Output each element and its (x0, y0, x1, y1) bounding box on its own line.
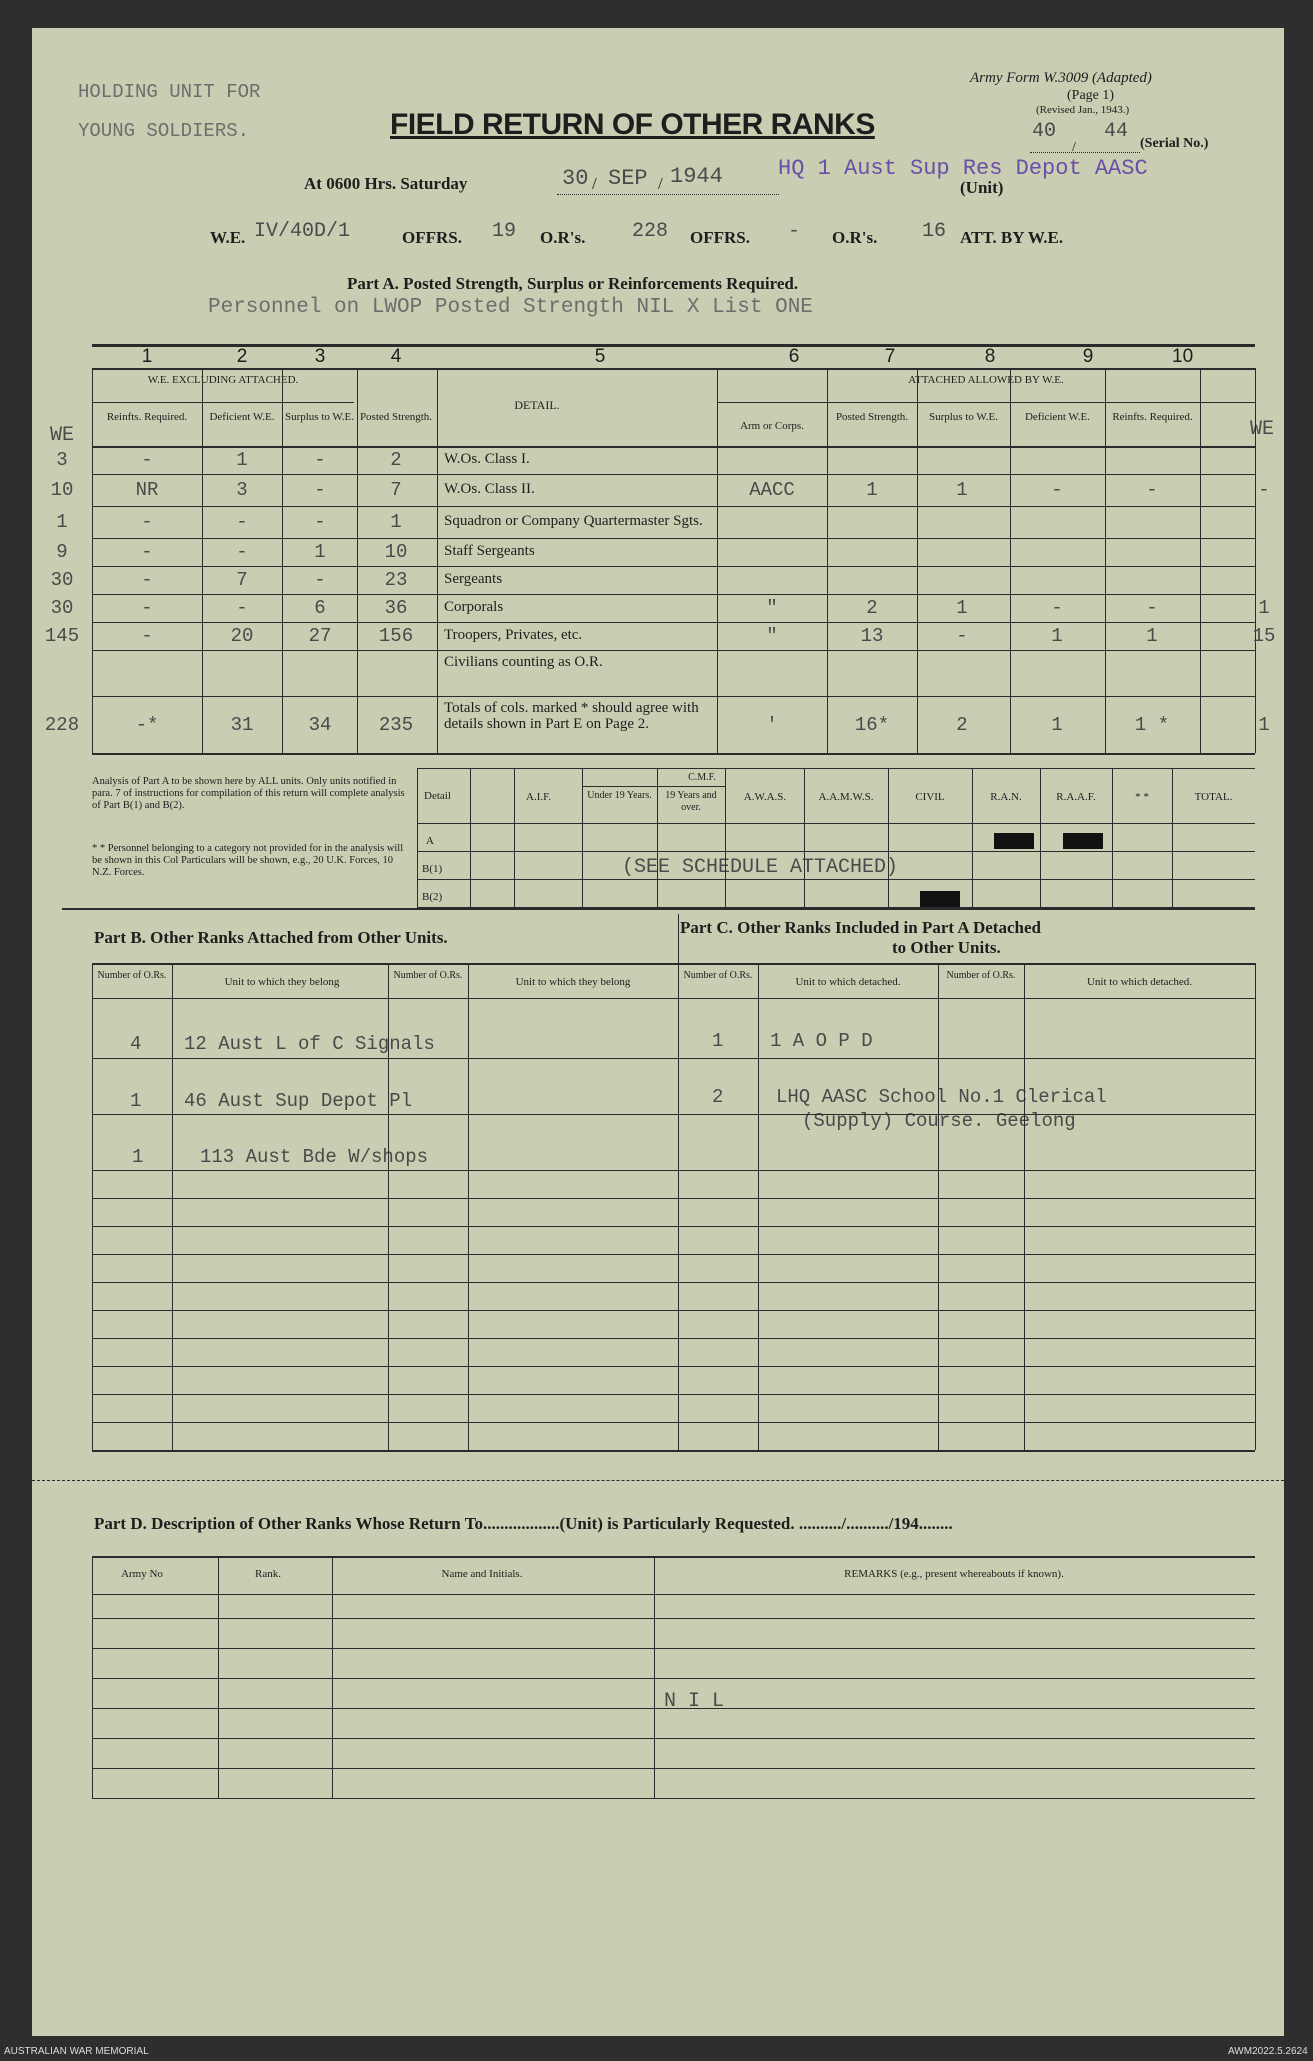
cell-c6: ' (766, 713, 778, 736)
rule-line (92, 402, 354, 403)
cell-we: 9 (56, 541, 68, 563)
cell-c9: 1 (1051, 713, 1063, 736)
serial-part-b: 44 (1104, 120, 1129, 143)
part-d-army-no-header: Army No (121, 1568, 163, 1580)
holding-unit-text: HOLDING UNIT FOR (78, 81, 261, 103)
rule-line (92, 650, 1255, 651)
rule-line (62, 908, 1255, 910)
rule-line (388, 963, 389, 1450)
rule-line (332, 1556, 333, 1798)
rule-line (92, 566, 1255, 567)
cell-c2: - (236, 597, 248, 619)
rule-line (92, 446, 1255, 448)
rule-line (468, 963, 469, 1450)
rule-line (92, 474, 1255, 475)
rule-line (92, 1114, 1255, 1115)
rule-line (92, 1648, 1255, 1649)
under19-header: Under 19 Years. (587, 790, 652, 801)
rule-line (888, 768, 889, 907)
cell-c8: - (956, 625, 968, 647)
cell-c10: 1 (1146, 625, 1158, 647)
cell-c7: 2 (866, 597, 878, 619)
cell-c4: 1 (390, 511, 402, 533)
rule-line (1255, 368, 1256, 753)
cell-c4: 2 (390, 449, 402, 471)
cell-c4: 10 (384, 541, 408, 563)
rule-line (92, 594, 1255, 595)
rule-line (92, 1594, 1255, 1595)
hdr-surplus: Surplus to W.E. (284, 411, 355, 423)
detail-cell: Staff Sergeants (444, 543, 535, 559)
ors-label: O.R's. (540, 228, 586, 247)
cell-we: 10 (50, 479, 74, 501)
column-number: 2 (236, 346, 248, 367)
ors-value: 228 (632, 220, 669, 243)
part-d-rank-header: Rank. (255, 1568, 281, 1580)
hdr-deficient-right: Deficient W.E. (1024, 411, 1091, 423)
detail-cell: Totals of cols. marked * should agree with details shown in Part E on Page 2. (444, 700, 699, 732)
rule-line (92, 963, 1255, 965)
over19-header: 19 Years and over. (665, 790, 717, 813)
rule-line (717, 368, 718, 753)
cell-c3: 1 (314, 541, 326, 563)
cell-c6: " (766, 625, 778, 647)
cell-c9: - (1051, 479, 1063, 501)
cell-c3: - (314, 479, 326, 501)
rule-line (654, 1556, 655, 1798)
rule-line (1105, 368, 1106, 753)
offrs-value: 19 (492, 220, 517, 243)
date-day: 30 (562, 166, 589, 191)
rule-line (827, 368, 828, 753)
part-b-unit: 12 Aust L of C Signals (184, 1033, 435, 1055)
column-number: 9 (1082, 346, 1094, 367)
hdr-reinfts: Reinfts. Required. (106, 411, 188, 423)
lwop-note: Personnel on LWOP Posted Strength NIL X List ONE (208, 296, 813, 319)
rule-line (417, 851, 1255, 852)
rule-line (92, 1058, 1255, 1059)
rule-line (437, 368, 438, 753)
rule-line (92, 1366, 1255, 1367)
separator (32, 1480, 1284, 1481)
rule-line (972, 768, 973, 907)
cell-c2: - (236, 541, 248, 563)
cell-c2: - (236, 511, 248, 533)
other-category-header: * * (1135, 791, 1149, 803)
cell-c3: - (314, 449, 326, 471)
hdr-posted: Posted Strength. (359, 411, 433, 423)
detail-cell: Corporals (444, 599, 504, 615)
cell-c3: 34 (308, 713, 332, 736)
aif-header: A.I.F. (526, 791, 552, 803)
aamws-header: A.A.M.W.S. (818, 791, 874, 803)
cell-r: 1 (1258, 713, 1270, 736)
cell-c10: 1 * (1134, 713, 1170, 736)
column-number: 10 (1172, 346, 1194, 367)
cell-c1: NR (135, 479, 159, 501)
rule-line (678, 914, 679, 964)
rule-line (92, 696, 1255, 697)
form-title: FIELD RETURN OF OTHER RANKS (390, 108, 875, 141)
cell-c7: 16* (854, 713, 890, 736)
part-b-num: 1 (130, 1090, 142, 1112)
cell-we: 228 (44, 713, 80, 736)
cell-c4: 235 (378, 713, 414, 736)
rule-line (417, 768, 1255, 769)
cell-c1: - (141, 569, 153, 591)
rule-line (1200, 368, 1201, 753)
cell-c1: - (141, 449, 153, 471)
rule-line (92, 1226, 1255, 1227)
rule-line (92, 1798, 1255, 1799)
redaction-mark (1063, 833, 1103, 849)
analysis-note-2: * * Personnel belonging to a category not provided for in the analysis will be shown in this Col Particulars will be shown, e.g., 20 U.K. Forces, 10 N.Z. Forces. (92, 843, 404, 878)
part-c-unit: LHQ AASC School No.1 Clerical (776, 1086, 1107, 1108)
cell-c2: 3 (236, 479, 248, 501)
part-d-nil: N I L (664, 1690, 725, 1713)
rule-line (92, 753, 1255, 755)
part-d-remarks-header: REMARKS (e.g., present whereabouts if known). (844, 1568, 1064, 1580)
holding-unit-text-2: YOUNG SOLDIERS. (78, 120, 250, 142)
cell-we: 30 (50, 569, 74, 591)
part-c-num-header: Number of O.Rs. (683, 970, 753, 981)
part-c-num: 1 (712, 1030, 724, 1052)
detail-cell: Troopers, Privates, etc. (444, 627, 583, 643)
analysis-row-b2: B(2) (422, 891, 443, 903)
rule-line (92, 1254, 1255, 1255)
cell-c1: -* (135, 713, 159, 736)
schedule-attached-note: (SEE SCHEDULE ATTACHED) (622, 856, 899, 879)
cell-c7: 13 (860, 625, 884, 647)
part-c-unit-header-2: Unit to which detached. (1086, 976, 1193, 988)
cmf-header: C.M.F. (688, 772, 716, 783)
part-c-unit: 1 A O P D (770, 1030, 873, 1052)
rule-line (1112, 768, 1113, 907)
rule-line (92, 998, 1255, 999)
rule-line (1040, 768, 1041, 907)
cell-c1: - (141, 511, 153, 533)
we-excluding-header: W.E. EXCLUDING ATTACHED. (147, 374, 299, 386)
at-hours-label: At 0600 Hrs. Saturday (304, 174, 468, 193)
cell-c9: - (1051, 597, 1063, 619)
rule-line (917, 368, 918, 753)
hdr-deficient: Deficient W.E. (209, 411, 275, 423)
awas-header: A.W.A.S. (743, 791, 787, 803)
ors2-value: 16 (922, 220, 947, 243)
rule-line (92, 1768, 1255, 1769)
cell-c9: 1 (1051, 625, 1063, 647)
rule-line (92, 1556, 93, 1798)
rule-line (172, 963, 173, 1450)
rule-line (218, 1556, 219, 1798)
rule-line (92, 1678, 1255, 1679)
column-number: 1 (141, 346, 153, 367)
date-year: 1944 (670, 164, 723, 189)
rule-line (582, 786, 725, 787)
part-c-num-header-2: Number of O.Rs. (946, 970, 1016, 981)
detail-cell: Sergeants (444, 571, 503, 587)
cell-c1: - (141, 597, 153, 619)
cell-r: 1 (1258, 597, 1270, 619)
army-form-label: Army Form W.3009 (Adapted) (970, 70, 1152, 86)
attached-allowed-header: ATTACHED ALLOWED BY W.E. (908, 374, 1064, 386)
cell-c3: 27 (308, 625, 332, 647)
rule-line (92, 1450, 1255, 1452)
detail-cell: Squadron or Company Quartermaster Sgts. (444, 513, 703, 529)
rule-line (938, 963, 939, 1450)
redaction-mark (994, 833, 1034, 849)
rule-line (92, 1708, 1255, 1709)
rule-line (582, 768, 583, 907)
hdr-posted-right: Posted Strength. (835, 411, 909, 423)
rule-line (804, 768, 805, 907)
cell-c2: 7 (236, 569, 248, 591)
att-by-we-label: ATT. BY W.E. (960, 228, 1064, 247)
revised-label: (Revised Jan., 1943.) (1036, 104, 1130, 116)
cell-we: 30 (50, 597, 74, 619)
cell-c6: " (766, 597, 778, 619)
rule-line (92, 963, 93, 1450)
cell-c8: 1 (956, 479, 968, 501)
analysis-row-a: A (426, 835, 434, 847)
rule-line (417, 823, 1255, 824)
cell-c3: 6 (314, 597, 326, 619)
offrs-label: OFFRS. (402, 228, 462, 247)
ors2-label: O.R's. (832, 228, 878, 247)
cell-c6: AACC (749, 479, 795, 501)
rule-line (417, 879, 1255, 880)
date-month: SEP (608, 166, 648, 191)
unit-label: (Unit) (960, 178, 1004, 197)
rule-line (678, 963, 679, 1450)
rule-line (92, 622, 1255, 623)
cell-c4: 156 (378, 625, 414, 647)
rule-line (725, 768, 726, 907)
part-b-num-header-2: Number of O.Rs. (393, 970, 463, 981)
rule-line (92, 538, 1255, 539)
form-sheet: HOLDING UNIT FOR YOUNG SOLDIERS. FIELD RETURN OF OTHER RANKS Army Form W.3009 (Adapted) (Page 1) (Revised Jan., 1943.) 40 / 44 (Serial No.) At 0600 Hrs. Saturday 30 / SEP / 1944 HQ 1 Aust Sup Res Depot AASC (Unit) W.E. IV/40D/1 OFFRS. 19 O.R's. 228 OFFRS. - O.R's. 16 ATT. BY W.E. Part A. Posted Strength, Surplus or Reinforcements Required. Personnel on LWOP Posted Strength NIL X List ONE W.E. EXCLUDING ATTACHED. ATTACHED ALLOWED BY W.E. DETAIL. Reinfts. Required. Deficient W.E. Surplus to W.E. Posted Strength. Arm or Corps. Posted Strength. Surplus to W.E. Deficient W.E. Reinfts. Required. WE WE Analysis of Part A to be shown here by ALL units. Only units notified in para. 7 of instructions for compilation of this return will complete analysis of Part B(1) and B(2). * * Personnel belonging to a category not provided for in the analysis will be shown in this Col Particulars will be shown, e.g., 20 U.K. Forces, 10 N.Z. Forces. Detail A.I.F. C.M.F. Under 19 Years. 19 Years and over. A.W.A.S. A.A.M.W.S. CIVIL R.A.N. R.A.A.F. * * TOTAL. A B(1) B(2) (SEE SCHEDULE ATTACHED) Part B. Other Ranks Attached from Other Units. Part C. Other Ranks Included in Part A Detached to Other Units. Number of O.Rs. Unit to which they belong Number of O.Rs. Unit to which they belong Number of O.Rs. Unit to which detached. Number of O.Rs. Unit to which detached. 4 12 Aust L of C Signals 1 46 Aust Sup Depot Pl 1 113 Aust Bde W/shops 1 1 A O P D 2 LHQ AASC School No.1 Clerical (Supply) Course. Geelong Part D. Description of Other Ranks Whose Return To..................(Unit) is Particularly Requested. ........../........../194........ Army No Rank. Name and Initials. REMARKS (e.g., present whereabouts if known). N I L 1 2 3 4 5 6 7 8 9 10 3 - 1 - 2 W.Os. Class I. 10 NR 3 - 7 AACC 1 1 - - - W.Os. Class II. 1 - - - 1 Squadron or Company Quartermaster Sgts. 9 - - 1 10 Staff Sergeants 30 - 7 - 23 Sergeants 30 - - 6 36 " 2 1 - - 1 Corporals 145 - 20 27 156 " 13 - 1 1 15 Troopers, Privates, etc. Civilians counting as O.R. 228 -* 31 34 235 ' 16* 2 1 1 * 1 Totals of cols. marked * should agree with details shown in Part E on Page 2. (32, 28, 1284, 2036)
hdr-reinfts-right: Reinfts. Required. (1112, 411, 1193, 423)
cell-c2: 20 (230, 625, 254, 647)
part-b-unit: 46 Aust Sup Depot Pl (184, 1090, 413, 1112)
offrs2-value: - (788, 220, 801, 243)
rule-line (92, 1198, 1255, 1199)
total-header: TOTAL. (1194, 791, 1233, 803)
cell-c10: - (1146, 597, 1158, 619)
rule-line (1255, 963, 1256, 1450)
cell-c1: - (141, 625, 153, 647)
cell-c8: 2 (956, 713, 968, 736)
cell-c2: 31 (230, 713, 254, 736)
we-margin-label-right: WE (1250, 418, 1275, 441)
serial-label: (Serial No.) (1140, 136, 1209, 151)
rule-line (758, 963, 759, 1450)
rule-line (717, 402, 1255, 403)
detail-cell: W.Os. Class I. (444, 451, 530, 467)
part-b-num-header: Number of O.Rs. (97, 970, 167, 981)
rule-line (1024, 963, 1025, 1450)
rule-line (92, 1556, 1255, 1558)
cell-c3: - (314, 511, 326, 533)
cell-we: 145 (44, 625, 80, 647)
column-number: 8 (984, 346, 996, 367)
rule-line (92, 1310, 1255, 1311)
footer-accession: AWM2022.5.2624 (1228, 2046, 1308, 2057)
rule-line (1172, 768, 1173, 907)
part-b-num: 1 (132, 1146, 144, 1168)
civil-header: CIVIL (915, 791, 945, 803)
cell-r: - (1258, 479, 1270, 501)
we-label: W.E. (210, 228, 246, 247)
cell-c8: 1 (956, 597, 968, 619)
cell-c4: 36 (384, 597, 408, 619)
cell-we: 3 (56, 449, 68, 471)
cell-we: 1 (56, 511, 68, 533)
page-label: (Page 1) (1067, 88, 1115, 103)
rule-line (92, 1170, 1255, 1171)
analysis-note: Analysis of Part A to be shown here by ALL units. Only units notified in para. 7 of instructions for compilation of this return will complete analysis of Part B(1) and B(2). (92, 776, 405, 811)
part-b-unit-header-2: Unit to which they belong (515, 976, 631, 988)
cell-c2: 1 (236, 449, 248, 471)
hdr-surplus-right: Surplus to W.E. (928, 411, 999, 423)
detail-cell: Civilians counting as O.R. (444, 654, 603, 670)
cell-r: 15 (1252, 625, 1276, 647)
part-b-num: 4 (130, 1033, 142, 1055)
column-number: 6 (788, 346, 800, 367)
rule-line (417, 768, 418, 907)
part-c-unit-header: Unit to which detached. (795, 976, 901, 988)
part-b-unit: 113 Aust Bde W/shops (200, 1146, 429, 1168)
detail-header: DETAIL. (514, 398, 560, 412)
cell-c7: 1 (866, 479, 878, 501)
column-number: 3 (314, 346, 326, 367)
ran-header: R.A.N. (990, 791, 1022, 803)
part-c-num: 2 (712, 1086, 724, 1108)
rule-line (92, 1338, 1255, 1339)
hdr-arm-corps: Arm or Corps. (740, 420, 804, 432)
part-a-title: Part A. Posted Strength, Surplus or Reinforcements Required. (347, 274, 799, 293)
cell-c4: 7 (390, 479, 402, 501)
analysis-row-b1: B(1) (422, 863, 443, 875)
cell-c4: 23 (384, 569, 408, 591)
column-number: 7 (884, 346, 896, 367)
part-b-title: Part B. Other Ranks Attached from Other Units. (94, 928, 448, 947)
rule-line (92, 1618, 1255, 1619)
rule-line (92, 1738, 1255, 1739)
cell-c3: - (314, 569, 326, 591)
redaction-mark (920, 891, 960, 907)
we-margin-label: WE (50, 424, 75, 447)
footer-institution: AUSTRALIAN WAR MEMORIAL (4, 2046, 149, 2057)
rule-line (657, 768, 658, 907)
detail-cell: W.Os. Class II. (444, 481, 535, 497)
serial-part-a: 40 (1032, 120, 1057, 143)
raaf-header: R.A.A.F. (1056, 791, 1096, 803)
we-value: IV/40D/1 (254, 220, 351, 243)
analysis-detail-header: Detail (424, 790, 451, 802)
column-number: 5 (594, 346, 606, 367)
offrs2-label: OFFRS. (690, 228, 750, 247)
column-number: 4 (390, 346, 402, 367)
rule-line (470, 768, 471, 907)
cell-c10: - (1146, 479, 1158, 501)
rule-line (92, 506, 1255, 507)
part-d-name-header: Name and Initials. (441, 1568, 523, 1580)
unit-stamp: HQ 1 Aust Sup Res Depot AASC (778, 156, 1148, 181)
rule-line (514, 768, 515, 907)
rule-line (92, 368, 1255, 370)
cell-c1: - (141, 541, 153, 563)
part-b-unit-header: Unit to which they belong (224, 976, 340, 988)
rule-line (92, 1394, 1255, 1395)
part-c-title: Part C. Other Ranks Included in Part A Detached (680, 918, 1041, 937)
rule-line (92, 1422, 1255, 1423)
rule-line (1010, 368, 1011, 753)
part-c-title-2: to Other Units. (892, 938, 1001, 957)
rule-line (92, 1282, 1255, 1283)
part-c-unit-line2: (Supply) Course. Geelong (802, 1110, 1076, 1132)
part-d-title: Part D. Description of Other Ranks Whose Return To..................(Unit) is Particularly Requested. ........../........../194........ (94, 1514, 953, 1533)
